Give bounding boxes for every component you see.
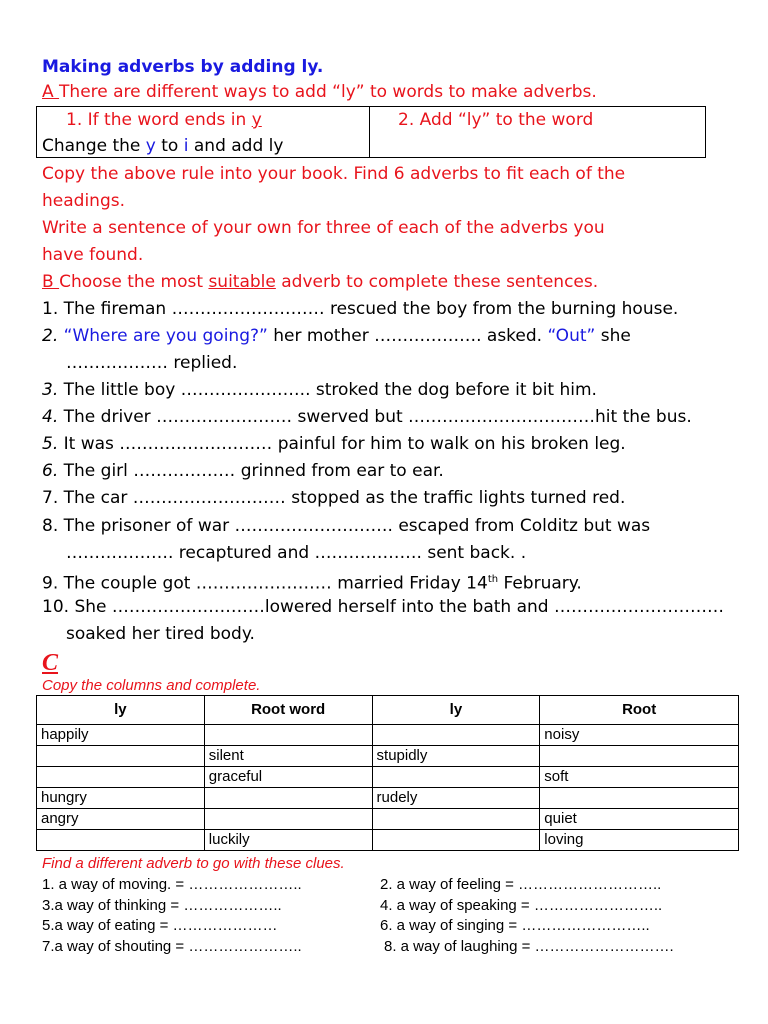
table-row — [37, 809, 739, 830]
table-cell — [204, 788, 372, 809]
rule-1-letter-y: y — [145, 136, 156, 156]
clue-2: 2. a way of feeling = ……………………….. — [380, 876, 662, 893]
section-b-intro — [42, 272, 598, 292]
table-cell — [540, 788, 739, 809]
sentence-2 — [42, 326, 631, 346]
rule-divider — [369, 107, 370, 158]
clue-1: 1. a way of moving. = ………………….. — [42, 876, 302, 893]
section-c-label: C — [42, 650, 59, 676]
sentence-2-quote-1: “Where are you going?” — [58, 326, 268, 346]
rule-1-text: 1. If the word ends in — [66, 110, 252, 130]
sentence-5-num: 5. — [42, 434, 59, 454]
header-ly-1: ly — [37, 696, 205, 725]
sentence-6 — [42, 461, 444, 481]
table-row — [37, 725, 739, 746]
sentence-10-line-2: soaked her tired body. — [66, 624, 255, 644]
table-cell: loving — [540, 830, 739, 851]
clue-6: 6. a way of singing = …………………….. — [380, 917, 650, 934]
rule-1-line-1 — [66, 110, 262, 130]
sentence-3-text: The little boy ………………….. stroked the dog before it bit him. — [58, 380, 597, 400]
section-b-intro-b: adverb to complete these sentences. — [275, 272, 599, 292]
adverb-table — [36, 695, 739, 851]
sentence-9-end: February. — [498, 573, 582, 594]
table-row — [37, 830, 739, 851]
table-cell — [204, 725, 372, 746]
sentence-3 — [42, 380, 597, 400]
clue-7: 7.a way of shouting = ………………….. — [42, 938, 302, 955]
section-b-intro-a: Choose the most — [59, 272, 209, 292]
table-cell: angry — [37, 809, 205, 830]
sentence-4-text: The driver …………………… swerved but ……………………………hit the bus. — [58, 407, 692, 427]
rule-1-letter-i: i — [183, 136, 189, 156]
instruction-write-2: have found. — [42, 245, 144, 265]
section-a-intro — [42, 82, 597, 102]
table-cell: graceful — [204, 767, 372, 788]
section-c-find: Find a different adverb to go with these clues. — [42, 855, 345, 872]
section-b-label: B — [42, 272, 60, 292]
sentence-6-num: 6. — [42, 461, 59, 481]
table-cell: soft — [540, 767, 739, 788]
instruction-write: Write a sentence of your own for three of each of the adverbs you — [42, 218, 605, 238]
sentence-2-line-2: ……………… replied. — [66, 353, 238, 373]
rule-1-add: and add ly — [188, 136, 284, 156]
clue-5: 5.a way of eating = ………………… — [42, 917, 278, 934]
clue-4: 4. a way of speaking = …………………….. — [380, 897, 663, 914]
sentence-8: 8. The prisoner of war ………………………. escaped from Colditz but was — [42, 516, 651, 536]
table-cell — [372, 725, 540, 746]
section-a-label: A — [42, 82, 60, 102]
table-cell: stupidly — [372, 746, 540, 767]
sentence-3-num: 3. — [42, 380, 59, 400]
section-b-suitable: suitable — [208, 272, 276, 292]
sentence-2-end: she — [595, 326, 631, 346]
table-cell: quiet — [540, 809, 739, 830]
table-row — [37, 767, 739, 788]
table-cell — [204, 809, 372, 830]
sentence-2-quote-2: “Out” — [547, 326, 596, 346]
sentence-2-mid: her mother ………………. asked. — [267, 326, 548, 346]
section-a-intro-text: There are different ways to add “ly” to words to make adverbs. — [59, 82, 597, 102]
sentence-9-text: 9. The couple got …………………… married Friday 14 — [42, 573, 488, 594]
table-cell — [37, 830, 205, 851]
table-cell: happily — [37, 725, 205, 746]
sentence-5 — [42, 434, 626, 454]
rule-1-y: y — [251, 110, 262, 130]
sentence-9-sup: th — [487, 574, 499, 585]
table-header-row — [37, 696, 739, 725]
table-cell: silent — [204, 746, 372, 767]
table-cell: noisy — [540, 725, 739, 746]
clue-3: 3.a way of thinking = ……………….. — [42, 897, 282, 914]
table-cell — [372, 767, 540, 788]
table-cell — [540, 746, 739, 767]
table-cell — [372, 809, 540, 830]
rule-1-change: Change the — [42, 136, 146, 156]
sentence-9 — [42, 570, 582, 594]
header-root: Root — [540, 696, 739, 725]
sentence-4 — [42, 407, 692, 427]
sentence-7: 7. The car ……………………… stopped as the traffic lights turned red. — [42, 488, 626, 508]
header-root-word: Root word — [204, 696, 372, 725]
instruction-copy: Copy the above rule into your book. Find 6 adverbs to fit each of the — [42, 164, 626, 184]
header-ly-2: ly — [372, 696, 540, 725]
rule-1-to: to — [155, 136, 184, 156]
sentence-4-num: 4. — [42, 407, 59, 427]
table-cell — [37, 746, 205, 767]
section-c-copy: Copy the columns and complete. — [42, 677, 261, 694]
sentence-1: 1. The fireman ……………………… rescued the boy from the burning house. — [42, 299, 679, 319]
sentence-8-line-2: ………………. recaptured and ………………. sent back. . — [66, 543, 527, 563]
table-row — [37, 746, 739, 767]
sentence-5-text: It was ……………………… painful for him to walk on his broken leg. — [58, 434, 626, 454]
sentence-10: 10. She ………………………lowered herself into the bath and ………………………… — [42, 597, 724, 617]
table-cell: luckily — [204, 830, 372, 851]
instruction-copy-2: headings. — [42, 191, 125, 211]
table-cell: hungry — [37, 788, 205, 809]
page-title: Making adverbs by adding ly. — [42, 57, 324, 77]
table-row — [37, 788, 739, 809]
table-cell — [37, 767, 205, 788]
sentence-6-text: The girl ……………… grinned from ear to ear. — [58, 461, 444, 481]
table-cell — [372, 830, 540, 851]
sentence-2-num: 2. — [42, 326, 59, 346]
rule-1-line-2 — [42, 136, 283, 156]
table-cell: rudely — [372, 788, 540, 809]
rule-2: 2. Add “ly” to the word — [398, 110, 594, 130]
clue-8: 8. a way of laughing = ………………………. — [384, 938, 674, 955]
